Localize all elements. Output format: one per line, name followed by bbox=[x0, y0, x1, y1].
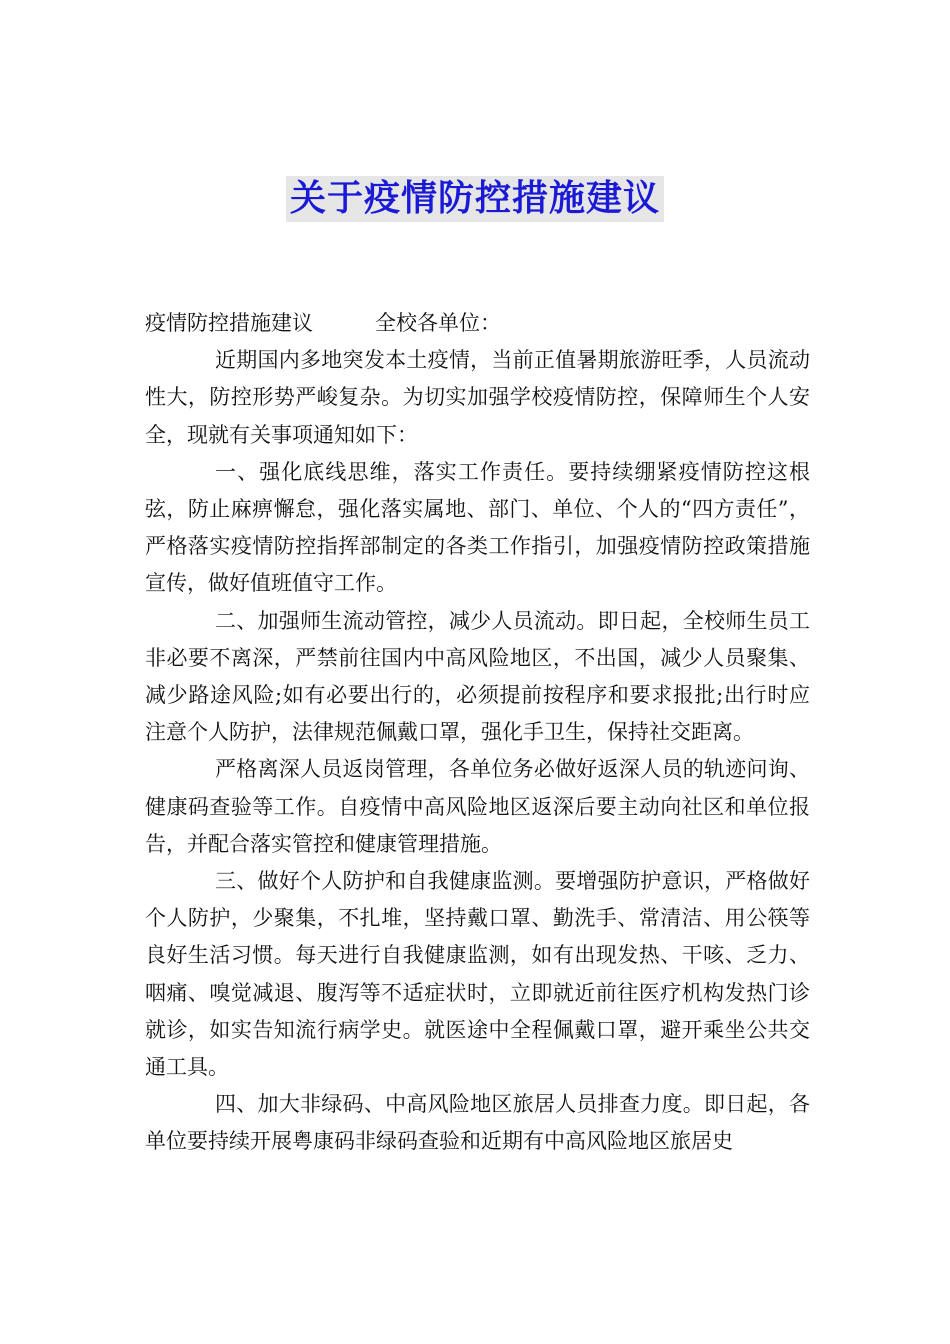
salutation: 全校各单位： bbox=[375, 311, 501, 335]
paragraph-intro: 近期国内多地突发本土疫情，当前正值暑期旅游旺季，人员流动性大，防控形势严峻复杂。为切实加强学校疫情防控，保障师生个人安全，现就有关事项通知如下： bbox=[145, 348, 810, 447]
paragraph-section-2: 二、加强师生流动管控，减少人员流动。即日起，全校师生员工非必要不离深，严禁前往国内中高风险地区，不出国，减少人员聚集、减少路途风险;如有必要出行的，必须提前按程序和要求报批;出行时应注意个人防护，法律规范佩戴口罩，强化手卫生，保持社交距离。 bbox=[145, 608, 810, 745]
document-subtitle: 疫情防控措施建议 bbox=[145, 311, 313, 335]
opening-line bbox=[145, 305, 810, 342]
document-body bbox=[145, 305, 810, 1161]
paragraph-section-3: 三、做好个人防护和自我健康监测。要增强防护意识，严格做好个人防护，少聚集，不扎堆，坚持戴口罩、勤洗手、常清洁、用公筷等良好生活习惯。每天进行自我健康监测，如有出现发热、干咳、乏力、咽痛、嗅觉减退、腹泻等不适症状时，立即就近前往医疗机构发热门诊就诊，如实告知流行病学史。就医途中全程佩戴口罩，避开乘坐公共交通工具。 bbox=[145, 869, 810, 1080]
document-title: 关于疫情防控措施建议 bbox=[286, 176, 664, 222]
paragraph-section-4: 四、加大非绿码、中高风险地区旅居人员排查力度。即日起，各单位要持续开展粤康码非绿码查验和近期有中高风险地区旅居史 bbox=[145, 1092, 810, 1154]
paragraph-section-2-cont: 严格离深人员返岗管理，各单位务必做好返深人员的轨迹问询、健康码查验等工作。自疫情中高风险地区返深后要主动向社区和单位报告，并配合落实管控和健康管理措施。 bbox=[145, 757, 810, 856]
paragraph-section-1: 一、强化底线思维，落实工作责任。要持续绷紧疫情防控这根弦，防止麻痹懈怠，强化落实属地、部门、单位、个人的“四方责任”，严格落实疫情防控指挥部制定的各类工作指引，加强疫情防控政策措施宣传，做好值班值守工作。 bbox=[145, 459, 810, 596]
title-container bbox=[0, 176, 950, 222]
